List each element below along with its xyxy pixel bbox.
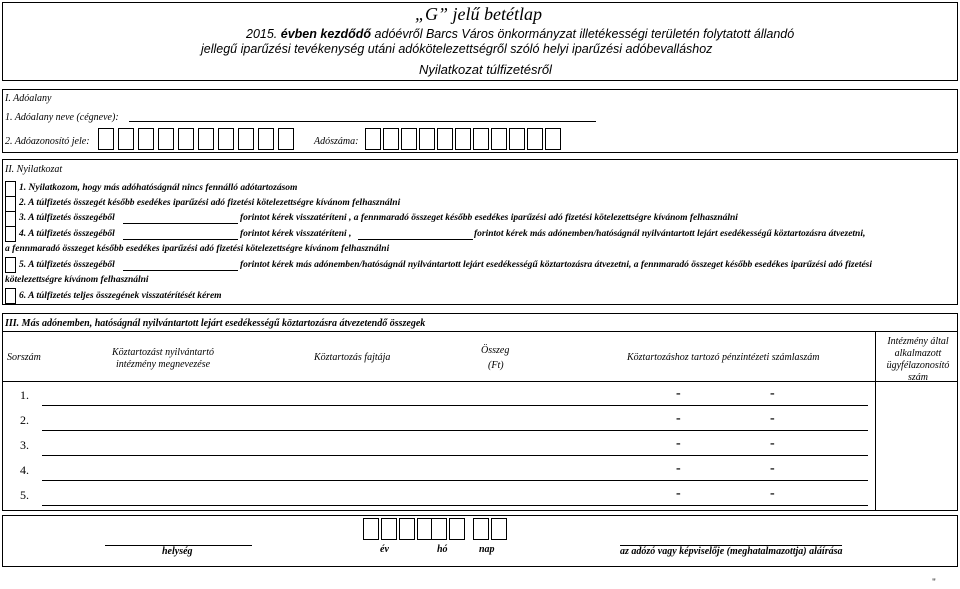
tax-id-cell[interactable] <box>98 128 114 150</box>
col-header-ugyfel: Intézmény által alkalmazott ügyfélazonosító szám <box>886 336 950 383</box>
table-header-top-line <box>2 331 958 332</box>
tax-id-cell[interactable] <box>278 128 294 150</box>
table-row <box>0 435 960 457</box>
statement-item-3-b: forintot kérek visszatéríteni , a fennmaradó összeget később esedékes iparűzési adó fizetési kötelezettségre kívánom felhasználni <box>240 213 738 223</box>
col-header-osszeg-unit: (Ft) <box>488 360 504 371</box>
col-header-osszeg: Összeg <box>481 345 510 356</box>
checkbox-item-2[interactable] <box>5 196 16 212</box>
statement-item-5-a: 5. A túlfizetés összegéből <box>19 260 115 270</box>
statement-item-5-b: forintot kérek más adónemben/hatóságnál nyilvántartott lejárt esedékességű köztartozásra átvezetni, a fennmaradó összeget később esedékes iparűzési adó fizetési <box>240 260 873 270</box>
header-line-1-prefix: 2015. <box>246 27 281 41</box>
account-separator: - <box>770 461 775 476</box>
tax-number-cell[interactable] <box>365 128 381 150</box>
tax-number-cell[interactable] <box>401 128 417 150</box>
statement-item-4-d: a fennmaradó összeget később esedékes iparűzési adó fizetési kötelezettségre kívánom felhasználni <box>5 244 390 254</box>
table-row <box>0 460 960 482</box>
tax-number-cell[interactable] <box>419 128 435 150</box>
place-label: helység <box>162 546 193 557</box>
header-line-2: jellegű iparűzési tevékenység utáni adókötelezettségről szóló helyi iparűzési adóbevalláshoz <box>201 42 713 56</box>
item-4-transfer-field[interactable] <box>358 239 473 240</box>
statement-item-5-c: kötelezettségre kívánom felhasználni <box>5 275 149 285</box>
tax-id-cell[interactable] <box>158 128 174 150</box>
checkbox-item-3[interactable] <box>5 211 16 227</box>
account-separator: - <box>676 436 681 451</box>
tax-id-cell[interactable] <box>118 128 134 150</box>
row-number: 3. <box>20 438 29 452</box>
statement-item-6: 6. A túlfizetés teljes összegének visszatérítését kérem <box>19 291 222 301</box>
table-header-bottom-line <box>2 381 958 382</box>
day-cell[interactable] <box>491 518 507 540</box>
row-line[interactable] <box>42 455 868 456</box>
statement-item-4-c: forintot kérek más adónemben/hatóságnál nyilvántartott lejárt esedékességű köztartozásra átvezetni, <box>474 229 866 239</box>
page-mark: " <box>932 578 936 588</box>
tax-number-cell[interactable] <box>437 128 453 150</box>
month-cell[interactable] <box>449 518 465 540</box>
taxpayer-name-field[interactable] <box>129 121 596 122</box>
account-separator: - <box>770 386 775 401</box>
tax-id-cell[interactable] <box>218 128 234 150</box>
checkbox-item-1[interactable] <box>5 181 16 197</box>
tax-id-cell[interactable] <box>178 128 194 150</box>
table-row <box>0 410 960 432</box>
statement-item-1: 1. Nyilatkozom, hogy más adóhatóságnál nincs fennálló adótartozásom <box>19 183 298 193</box>
header-line-1-bold: évben kezdődő <box>280 27 372 41</box>
day-label: nap <box>479 544 495 555</box>
month-label: hó <box>437 544 448 555</box>
header-line-1-rest: adóévről Barcs Város önkormányzat illetékességi területén folytatott állandó <box>371 27 795 41</box>
statement-item-4-a: 4. A túlfizetés összegéből <box>19 229 115 239</box>
item-3-amount-field[interactable] <box>123 223 238 224</box>
checkbox-item-4[interactable] <box>5 226 16 242</box>
statement-item-3-a: 3. A túlfizetés összegéből <box>19 213 115 223</box>
account-separator: - <box>770 411 775 426</box>
tax-number-cell[interactable] <box>473 128 489 150</box>
checkbox-item-6[interactable] <box>5 288 16 304</box>
row-line[interactable] <box>42 480 868 481</box>
page-title: „G” jelű betétlap <box>415 4 542 24</box>
checkbox-item-5[interactable] <box>5 257 16 273</box>
tax-number-cell[interactable] <box>455 128 471 150</box>
account-separator: - <box>770 486 775 501</box>
statement-item-2: 2. A túlfizetés összegét később esedékes iparűzési adó fizetési kötelezettségre kívánom felhasználni <box>19 198 401 208</box>
section-3-heading: III. Más adónemben, hatóságnál nyilvántartott lejárt esedékességű köztartozásra átvezetendő összegek <box>5 318 426 329</box>
row-number: 1. <box>20 388 29 402</box>
row-number: 5. <box>20 488 29 502</box>
year-cell[interactable] <box>381 518 397 540</box>
section-1-heading: I. Adóalany <box>5 93 52 104</box>
signer-label: az adózó vagy képviselője (meghatalmazottja) aláírása <box>620 546 843 557</box>
account-separator: - <box>676 461 681 476</box>
item-4-refund-field[interactable] <box>123 239 238 240</box>
col-header-sorszam: Sorszám <box>7 352 41 363</box>
month-cell[interactable] <box>431 518 447 540</box>
tax-id-cell[interactable] <box>238 128 254 150</box>
row-number: 2. <box>20 413 29 427</box>
account-separator: - <box>676 411 681 426</box>
year-cell[interactable] <box>399 518 415 540</box>
taxpayer-name-label: 1. Adóalany neve (cégneve): <box>5 112 119 123</box>
tax-id-cell[interactable] <box>198 128 214 150</box>
row-line[interactable] <box>42 505 868 506</box>
tax-number-cell[interactable] <box>527 128 543 150</box>
table-row <box>0 485 960 507</box>
tax-id-cell[interactable] <box>258 128 274 150</box>
col-header-intezmeny: Köztartozást nyilvántartó intézmény megnevezése <box>112 347 214 370</box>
day-cell[interactable] <box>473 518 489 540</box>
row-line[interactable] <box>42 405 868 406</box>
account-separator: - <box>676 486 681 501</box>
item-5-amount-field[interactable] <box>123 270 238 271</box>
header-subtitle: Nyilatkozat túlfizetésről <box>419 62 552 77</box>
col-header-fajta: Köztartozás fajtája <box>314 352 391 363</box>
tax-number-cell[interactable] <box>383 128 399 150</box>
section-2-heading: II. Nyilatkozat <box>5 164 63 175</box>
tax-number-cell[interactable] <box>491 128 507 150</box>
year-label: év <box>380 544 389 555</box>
row-number: 4. <box>20 463 29 477</box>
account-separator: - <box>770 436 775 451</box>
header-line-1 <box>246 27 794 41</box>
tax-id-cell[interactable] <box>138 128 154 150</box>
row-line[interactable] <box>42 430 868 431</box>
tax-number-label: Adószáma: <box>314 136 359 147</box>
year-cell[interactable] <box>363 518 379 540</box>
statement-item-4-b: forintot kérek visszatéríteni , <box>240 229 352 239</box>
tax-number-cell[interactable] <box>545 128 561 150</box>
tax-number-cell[interactable] <box>509 128 525 150</box>
col-header-szamla: Köztartozáshoz tartozó pénzintézeti számlaszám <box>627 352 820 363</box>
tax-id-label: 2. Adóazonosító jele: <box>5 136 90 147</box>
account-separator: - <box>676 386 681 401</box>
table-row <box>0 385 960 407</box>
